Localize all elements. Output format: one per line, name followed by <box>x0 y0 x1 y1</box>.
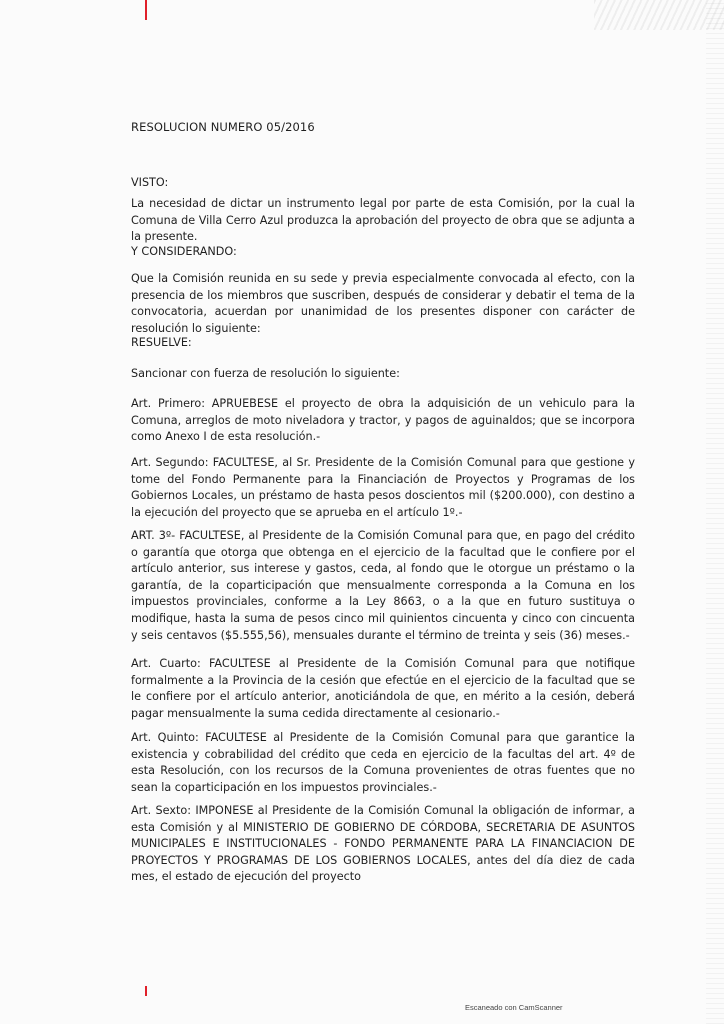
resolution-title: RESOLUCION NUMERO 05/2016 <box>131 120 315 134</box>
visto-text: La necesidad de dictar un instrumento legal por parte de esta Comisión, por la cual la Comuna de Villa Cerro Azul produzca la aprobación del proyecto de obra que se adjunta a la presente. <box>131 197 635 244</box>
red-margin-mark <box>145 0 147 20</box>
scanner-watermark: Escaneado con CamScanner <box>465 1003 563 1012</box>
article-quinto: Art. Quinto: FACULTESE al Presidente de la Comisión Comunal para que garantice la existencia y cobrabilidad del crédito que ceda en ejercicio de la facultas del art. 4º de esta Resolución, con los recursos de la Comuna provenientes de otras fuentes que no sean la coparticipación en los impuestos provinciales.- <box>131 731 635 794</box>
article-sexto: Art. Sexto: IMPONESE al Presidente de la Comisión Comunal la obligación de informar, a esta Comisión y al MINISTERIO DE GOBIERNO DE CÓRDOBA, SECRETARIA DE ASUNTOS MUNICIPALES E INSTITUCIONALES - FONDO PERMANENTE PARA LA FINANCIACION DE PROYECTOS Y PROGRAMAS DE LOS GOBIERNOS LOCALES, antes del día diez de cada mes, el estado de ejecución del proyecto <box>131 804 635 884</box>
considerando-heading: Y CONSIDERANDO: <box>131 245 237 258</box>
article-tercero: ART. 3º- FACULTESE, al Presidente de la Comisión Comunal para que, en pago del crédito o garantía que otorga que obtenga en el ejercicio de la facultad que le confiere por el artículo anterior, sus interese y gastos, ceda, al fondo que le otorgue un préstamo o la garantía, de la coparticipación que mensualmente corresponda a la Comuna en los impuestos provinciales, conforme a la Ley 8663, o a la que en futuro sustituya o modifique, hasta la suma de pesos cinco mil quinientos cincuenta y cinco con cincuenta y seis centavos ($5.555,56), mensuales durante el término de treinta y seis (36) meses.- <box>131 529 635 642</box>
article-segundo: Art. Segundo: FACULTESE, al Sr. Presidente de la Comisión Comunal para que gestione y tome del Fondo Permanente para la Financiación de Proyectos y Programas de los Gobiernos Locales, un préstamo de hasta pesos doscientos mil ($200.000), con destino a la ejecución del proyecto que se aprueba en el artículo 1º.- <box>131 456 635 519</box>
visto-heading: VISTO: <box>131 176 169 189</box>
resuelve-heading: RESUELVE: <box>131 336 192 349</box>
scan-noise <box>594 0 724 30</box>
scan-noise-edge <box>706 0 724 1024</box>
article-cuarto: Art. Cuarto: FACULTESE al Presidente de la Comisión Comunal para que notifique formalmente a la Provincia de la cesión que efectúe en el ejercicio de la facultad que se le confiere por el artículo anterior, anoticiándola de que, en mérito a la cesión, deberá pagar mensualmente la suma cedida directamente al cesionario.- <box>131 657 635 720</box>
considerando-text: Que la Comisión reunida en su sede y previa especialmente convocada al efecto, con la presencia de los miembros que suscriben, después de considerar y debatir el tema de la convocatoria, acuerdan por unanimidad de los presentes disponer con carácter de resolución lo siguiente: <box>131 272 635 335</box>
article-primero: Art. Primero: APRUEBESE el proyecto de obra la adquisición de un vehiculo para la Comuna, arreglos de moto niveladora y tractor, y pagos de aguinaldos; que se incorpora como Anexo I de esta resolución.- <box>131 397 635 444</box>
red-margin-mark-bottom <box>145 986 147 996</box>
sancionar-text: Sancionar con fuerza de resolución lo siguiente: <box>131 367 400 380</box>
